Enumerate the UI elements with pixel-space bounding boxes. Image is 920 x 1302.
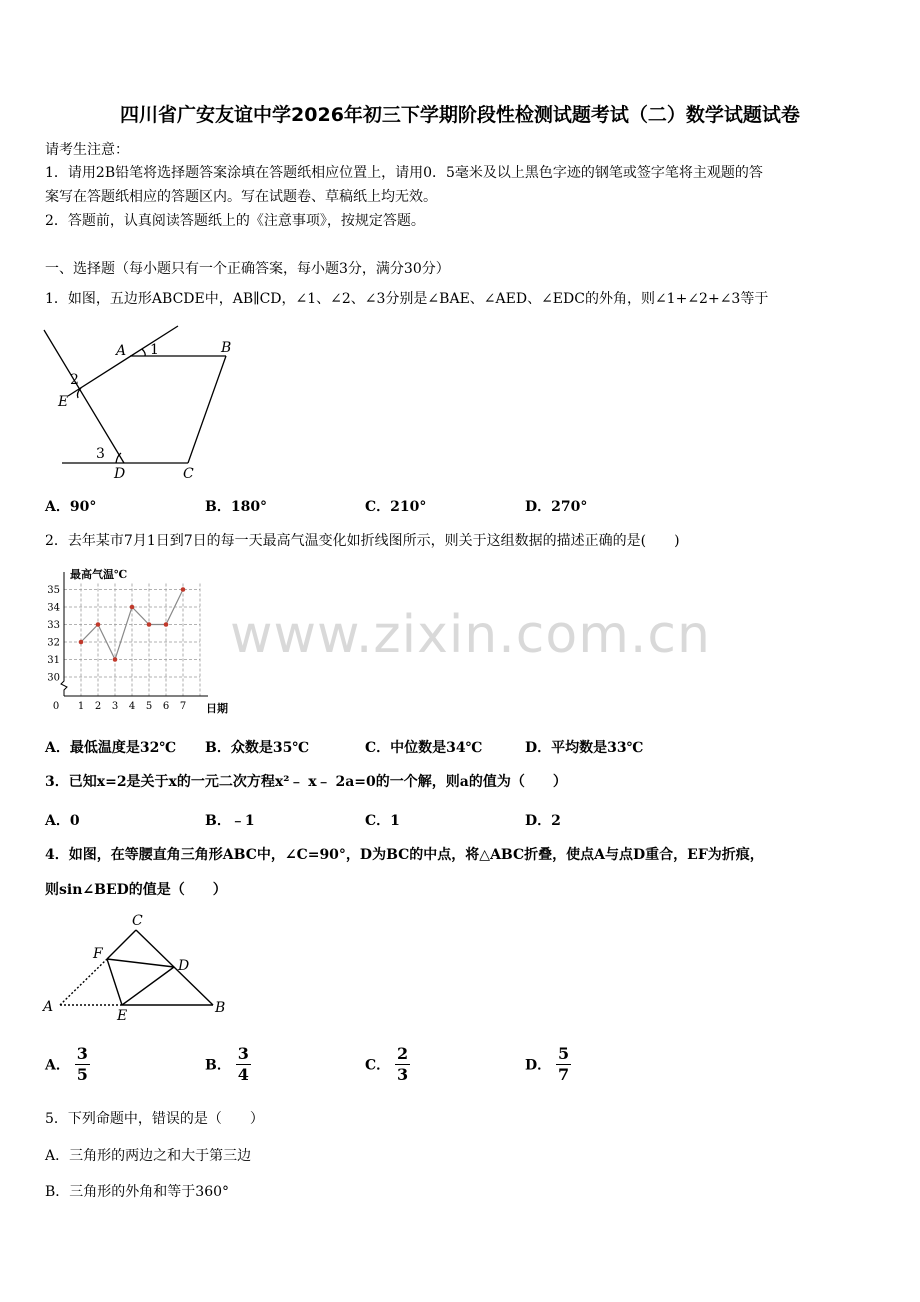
q3-option-d: D．2 — [525, 813, 561, 829]
q4-option-d: D． $\frac{5}{7}$ — [525, 1044, 570, 1084]
chart-x-tick-label: 7 — [179, 701, 187, 712]
notice-heading: 请考生注意： — [45, 142, 129, 158]
q4-stem-line-1: 4．如图，在等腰直角三角形ABC中，∠C=90°，D为BC的中点，将△ABC折叠，使点A与点D重合，EF为折痕， — [45, 847, 764, 863]
q4-option-a-fraction: $\frac{3}{5}$ — [76, 1044, 88, 1084]
q4-option-b: B． $\frac{3}{4}$ — [205, 1044, 249, 1084]
chart-x-tick-label: 1 — [77, 701, 85, 712]
chart-x-tick-label: 2 — [94, 701, 102, 712]
chart-data-point — [113, 657, 118, 662]
q1-stem: 1．如图，五边形ABCDE中，AB∥CD，∠1、∠2、∠3分别是∠BAE、∠AED、∠EDC的外角，则∠1+∠2+∠3等于 — [45, 291, 769, 307]
q4-label-d: D — [178, 958, 190, 974]
q1-option-d: D．270° — [525, 499, 588, 515]
chart-y-tick-label: 33 — [47, 620, 60, 631]
q3-stem: 3．已知x=2是关于x的一元二次方程x²﹣ x﹣ 2a=0的一个解，则a的值为（ ） — [45, 774, 567, 790]
q1-label-e: E — [58, 394, 69, 410]
q4-label-b: B — [215, 1000, 226, 1016]
q4-option-c: C． $\frac{2}{3}$ — [365, 1044, 409, 1084]
q3-option-c: C．1 — [365, 813, 400, 829]
q1-pentagon-figure — [38, 318, 238, 488]
q2-stem: 2．去年某市7月1日到7日的每一天最高气温变化如折线图所示，则关于这组数据的描述正确的是( ) — [45, 533, 680, 549]
q4-label-f: F — [93, 946, 103, 962]
chart-data-point — [181, 587, 186, 592]
chart-y-axis-label: 最高气温℃ — [70, 568, 128, 581]
chart-data-point — [79, 640, 84, 645]
q1-option-b: B．180° — [205, 499, 268, 515]
q1-label-angle-3: 3 — [96, 446, 105, 462]
q4-option-a: A． $\frac{3}{5}$ — [45, 1044, 88, 1084]
q4-label-e: E — [117, 1008, 128, 1024]
q3-option-a: A．0 — [45, 813, 80, 829]
chart-y-axis — [61, 572, 67, 696]
watermark: www.zixin.com.cn — [230, 605, 711, 665]
q1-label-angle-1: 1 — [150, 342, 159, 358]
chart-y-tick-label: 34 — [47, 602, 60, 614]
q5-option-a: A．三角形的两边之和大于第三边 — [45, 1148, 252, 1164]
q4-option-b-fraction: $\frac{3}{4}$ — [237, 1044, 249, 1084]
temperature-line-chart — [42, 562, 242, 722]
q3-option-b: B．﹣1 — [205, 813, 255, 829]
q1-label-a: A — [116, 343, 127, 359]
chart-x-tick-label: 3 — [111, 701, 119, 712]
chart-data-point — [164, 622, 169, 627]
notice-line-2: 2．答题前，认真阅读答题纸上的《注意事项》，按规定答题。 — [45, 213, 425, 229]
q2-option-b: B．众数是35℃ — [205, 740, 310, 756]
notice-line-1a: 1．请用2B铅笔将选择题答案涂填在答题纸相应位置上，请用0．5毫米及以上黑色字迹的钢笔或签字笔将主观题的答 — [45, 165, 763, 181]
q4-label-c: C — [132, 913, 143, 929]
q2-option-c: C．中位数是34℃ — [365, 740, 483, 756]
q1-option-a: A．90° — [45, 499, 97, 515]
chart-x-tick-label: 6 — [162, 701, 170, 712]
chart-x-tick-label: 5 — [145, 701, 153, 712]
q1-label-angle-2: 2 — [70, 372, 79, 388]
q2-option-a: A．最低温度是32℃ — [45, 740, 177, 756]
q1-option-c: C．210° — [365, 499, 427, 515]
q4-label-a: A — [43, 999, 54, 1015]
q1-label-b: B — [221, 340, 232, 356]
page-title: 四川省广安友谊中学2026年初三下学期阶段性检测试题考试（二）数学试题试卷 — [120, 104, 800, 126]
section-heading: 一、选择题（每小题只有一个正确答案，每小题3分，满分30分） — [45, 261, 450, 277]
q4-triangle-figure — [40, 908, 235, 1028]
chart-y-tick-label: 35 — [47, 585, 60, 596]
q2-option-d: D．平均数是33℃ — [525, 740, 644, 756]
chart-data-point — [96, 622, 101, 627]
chart-data-point — [130, 605, 135, 610]
q4-stem-line-2: 则sin∠BED的值是（ ） — [45, 882, 227, 898]
chart-x-axis-label: 日期 — [206, 702, 228, 715]
chart-x-tick-label: 0 — [52, 701, 60, 712]
chart-y-tick-label: 31 — [47, 655, 60, 666]
notice-line-1b: 案写在答题纸相应的答题区内。写在试题卷、草稿纸上均无效。 — [45, 189, 437, 205]
chart-data-point — [147, 622, 152, 627]
chart-y-tick-label: 32 — [47, 637, 60, 649]
q4-option-d-fraction: $\frac{5}{7}$ — [558, 1044, 570, 1084]
q1-label-d: D — [114, 466, 126, 482]
q1-label-c: C — [183, 466, 194, 482]
q5-stem: 5．下列命题中，错误的是（ ） — [45, 1111, 264, 1127]
q4-option-c-fraction: $\frac{2}{3}$ — [397, 1044, 409, 1084]
chart-x-tick-label: 4 — [128, 701, 136, 712]
q5-option-b: B．三角形的外角和等于360° — [45, 1184, 230, 1200]
chart-y-tick-label: 30 — [47, 672, 60, 684]
